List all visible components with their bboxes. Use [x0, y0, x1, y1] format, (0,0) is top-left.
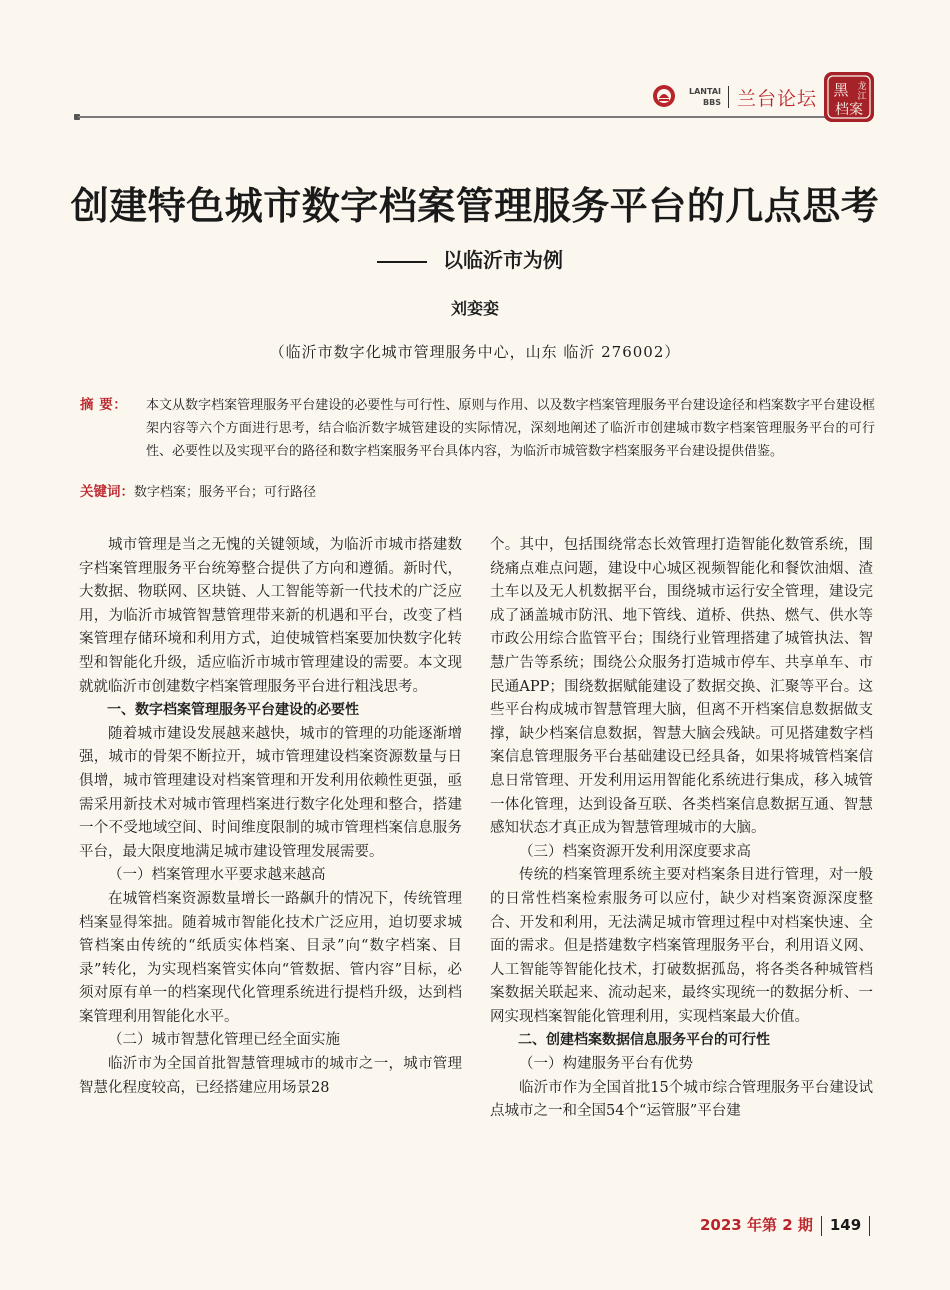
subsection-heading: （三）档案资源开发利用深度要求高 [519, 843, 751, 860]
forum-name: 兰台论坛 [737, 88, 818, 110]
lantai-logo-icon [652, 84, 676, 108]
paragraph: 在城管档案资源数量增长一路飙升的情况下，传统管理档案显得笨拙。随着城市智能化技术广泛应用，迫切要求城管档案由传统的“纸质实体档案、目录”向“数字档案、目录”转化，为实现档案管实体向“管数据、管内容”目标，必须对原有单一的档案现代化管理系统进行提档升级，达到档案管理利用智能化水平。 [79, 890, 462, 1025]
footer-separator [821, 1216, 822, 1236]
subsection-heading: （一）构建服务平台有优势 [519, 1056, 693, 1073]
abstract-text: 本文从数字档案管理服务平台建设的必要性与可行性、原则与作用、以及数字档案管理服务平台建设途径和档案数字平台建设框架内容等六个方面进行思考，结合临沂数字城管建设的实际情况，深刻地阐述了临沂市创建城市数字档案管理服务平台的可行性、必要性以及实现平台的路径和数字档案服务平台具体内容，为临沂市城管数字档案服务平台建设提供借鉴。 [146, 398, 875, 459]
svg-text:档案: 档案 [835, 102, 863, 118]
abstract [80, 394, 875, 463]
paragraph: 个。其中，包括围绕常态长效管理打造智能化数管系统，围绕痛点难点问题，建设中心城区视频智能化和餐饮油烟、渣土车以及无人机数据平台，围绕城市运行安全管理，建设完成了涵盖城市防汛、地下管线、道桥、供热、燃气、供水等市政公用综合监管平台；围绕行业管理搭建了城管执法、智慧广告等系统；围绕公众服务打造城市停车、共享单车、市民通APP；围绕数据赋能建设了数据交换、汇聚等平台。这些平台构成城市智慧管理大脑，但离不开档案信息数据做支撑，缺少档案信息数据，智慧大脑会残缺。可见搭建数字档案信息管理服务平台基础建设已经具备，如果将城管档案信息日常管理、开发利用运用智能化系统进行集成，移入城管一体化管理，达到设备互联、各类档案信息数据互通、智慧感知状态才真正成为智慧管理城市的大脑。 [490, 537, 873, 837]
journal-seal-logo-icon [824, 72, 874, 122]
abstract-label: 摘 要： [80, 397, 128, 413]
paragraph: 随着城市建设发展越来越快，城市的管理的功能逐渐增强，城市的骨架不断拉开，城市管理建设档案资源数量与日俱增，城市管理建设对档案管理和开发利用依赖性更强，亟需采用新技术对城市管理档案进行数字化处理和整合，搭建一个不受地域空间、时间维度限制的城市管理档案信息服务平台，最大限度地满足城市建设管理发展需要。 [79, 725, 462, 860]
header-separator [728, 86, 729, 108]
svg-text:黑: 黑 [833, 81, 849, 99]
page-footer [700, 1214, 878, 1236]
subsection-heading: （一）档案管理水平要求越来越高 [108, 867, 326, 884]
article-title: 创建特色城市数字档案管理服务平台的几点思考 [70, 184, 880, 228]
svg-text:江: 江 [857, 92, 867, 102]
lantai-logo-text: LANTAI BBS [689, 87, 721, 107]
svg-text:龙: 龙 [857, 82, 867, 92]
article-affiliation: （临沂市数字化城市管理服务中心，山东 临沂 276002） [269, 343, 681, 361]
paragraph: 传统的档案管理系统主要对档案条目进行管理，对一般的日常性档案检索服务可以应付，缺少对档案资源深度整合、开发和利用，无法满足城市管理过程中对档案快速、全面的需求。但是搭建数字档案管理服务平台，利用语义网、人工智能等智能化技术，打破数据孤岛，将各类各种城管档案数据关联起来、流动起来，最终实现统一的数据分析、一网实现档案智能化管理利用，实现档案最大价值。 [490, 867, 873, 1025]
body-column-left [79, 534, 462, 1100]
header-rule [78, 116, 863, 118]
issue-label: 2023 年第 2 期 [700, 1216, 813, 1234]
paragraph: 临沂市为全国首批智慧管理城市的城市之一，城市管理智慧化程度较高，已经搭建应用场景28 [79, 1056, 462, 1096]
paragraph: 城市管理是当之无愧的关键领域，为临沂市城市搭建数字档案管理服务平台统筹整合提供了方向和遵循。新时代，大数据、物联网、区块链、人工智能等新一代技术的广泛应用，为临沂市城管智慧管理带来新的机遇和平台，改变了档案管理存储环境和利用方式，迫使城管档案要加快数字化转型和智能化升级，适应临沂市城市管理建设的需要。本文现就就临沂市创建数字档案管理服务平台进行粗浅思考。 [79, 537, 462, 695]
subtitle-dash [377, 261, 427, 263]
keywords [80, 481, 875, 504]
section-heading: 二、创建档案数据信息服务平台的可行性 [518, 1032, 770, 1049]
article-author: 刘娈娈 [450, 299, 499, 318]
body-column-right [490, 534, 873, 1124]
footer-separator [869, 1216, 870, 1236]
subsection-heading: （二）城市智慧化管理已经全面实施 [108, 1032, 340, 1049]
keywords-label: 关键词： [80, 484, 134, 500]
keywords-text: 数字档案；服务平台；可行路径 [134, 485, 317, 500]
section-heading: 一、数字档案管理服务平台建设的必要性 [107, 702, 359, 719]
page-number: 149 [829, 1216, 862, 1234]
article-subtitle: 以临沂市为例 [0, 244, 950, 273]
paragraph: 临沂市作为全国首批15个城市综合管理服务平台建设试点城市之一和全国54个“运管服”平台建 [490, 1079, 873, 1120]
